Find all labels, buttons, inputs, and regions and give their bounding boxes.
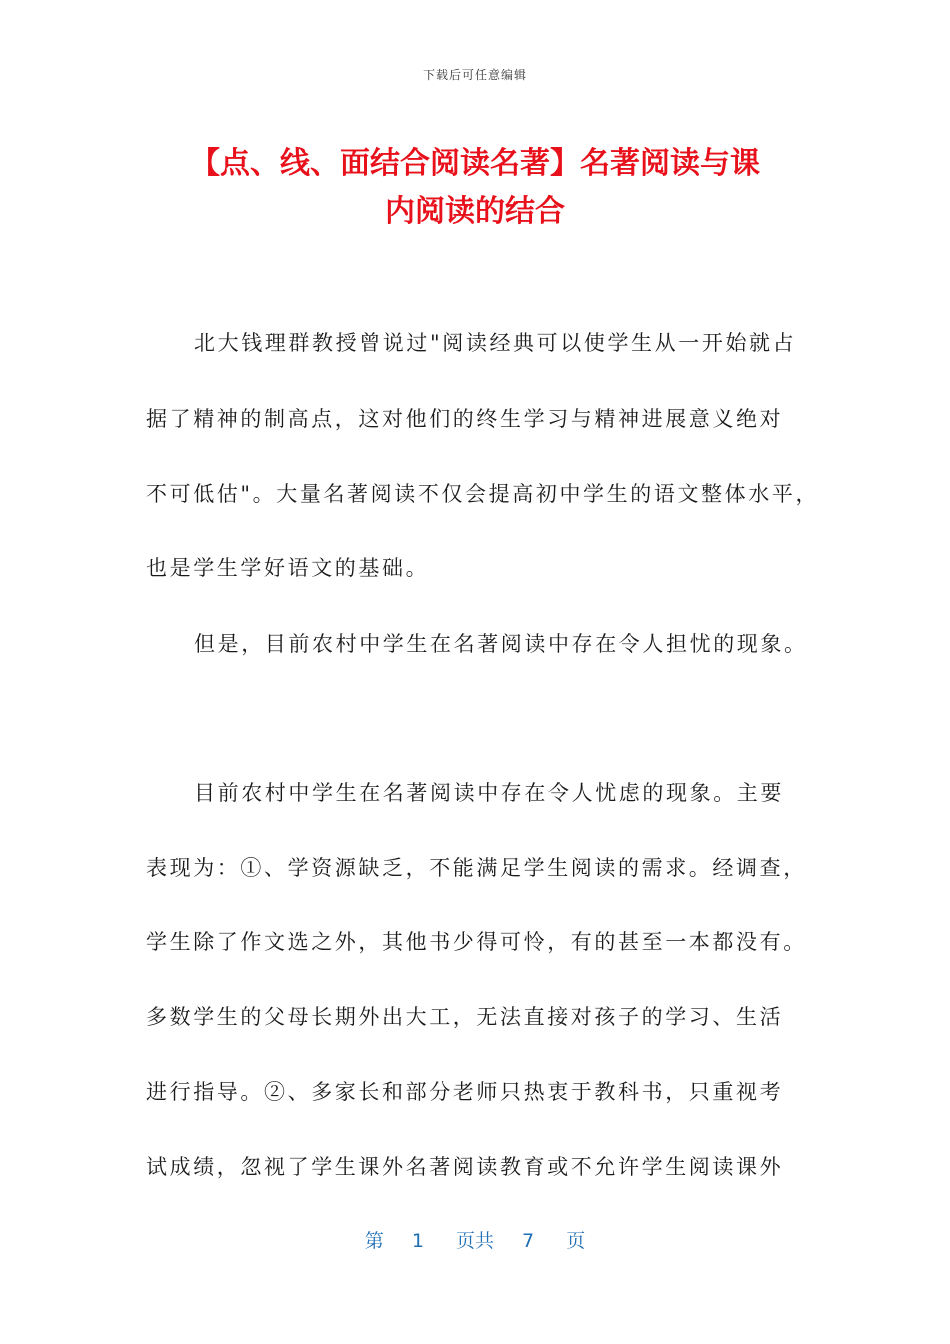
title-line-1: 【点、线、面结合阅读名著】名著阅读与课 [190, 146, 760, 181]
header-note: 下载后可任意编辑 [422, 68, 527, 82]
paragraph-1-line-1: 北大钱理群教授曾说过"阅读经典可以使学生从一开始就占 [194, 331, 797, 355]
footer-page-number: 1 [411, 1230, 424, 1252]
paragraph-3-line-6: 试成绩，忽视了学生课外名著阅读教育或不允许学生阅读课外 [146, 1155, 784, 1179]
paragraph-3-line-5: 进行指导。②、多家长和部分老师只热衷于教科书，只重视考 [146, 1080, 784, 1104]
paragraph-2-line-1: 但是，目前农村中学生在名著阅读中存在令人担忧的现象。 [194, 632, 808, 656]
paragraph-1-line-4: 也是学生学好语文的基础。 [146, 556, 430, 580]
footer-prefix: 第 [364, 1230, 384, 1252]
paragraph-3-line-4: 多数学生的父母长期外出大工，无法直接对孩子的学习、生活 [146, 1005, 784, 1029]
paragraph-3-line-1: 目前农村中学生在名著阅读中存在令人忧虑的现象。主要 [194, 781, 784, 805]
page-footer [0, 1226, 950, 1253]
paragraph-1-line-2: 据了精神的制高点，这对他们的终生学习与精神进展意义绝对 [146, 407, 784, 431]
paragraph-1-line-3: 不可低估"。大量名著阅读不仅会提高初中学生的语文整体水平， [146, 482, 820, 506]
document-title [145, 140, 805, 236]
title-line-2: 内阅读的结合 [385, 194, 565, 229]
paragraph-3-line-2: 表现为：①、学资源缺乏，不能满足学生阅读的需求。经调查， [146, 856, 807, 880]
footer-middle: 页共 [455, 1230, 494, 1252]
paragraph-3-line-3: 学生除了作文选之外，其他书少得可怜，有的甚至一本都没有。 [146, 930, 807, 954]
footer-total-pages: 7 [522, 1230, 535, 1252]
footer-suffix: 页 [566, 1230, 586, 1252]
